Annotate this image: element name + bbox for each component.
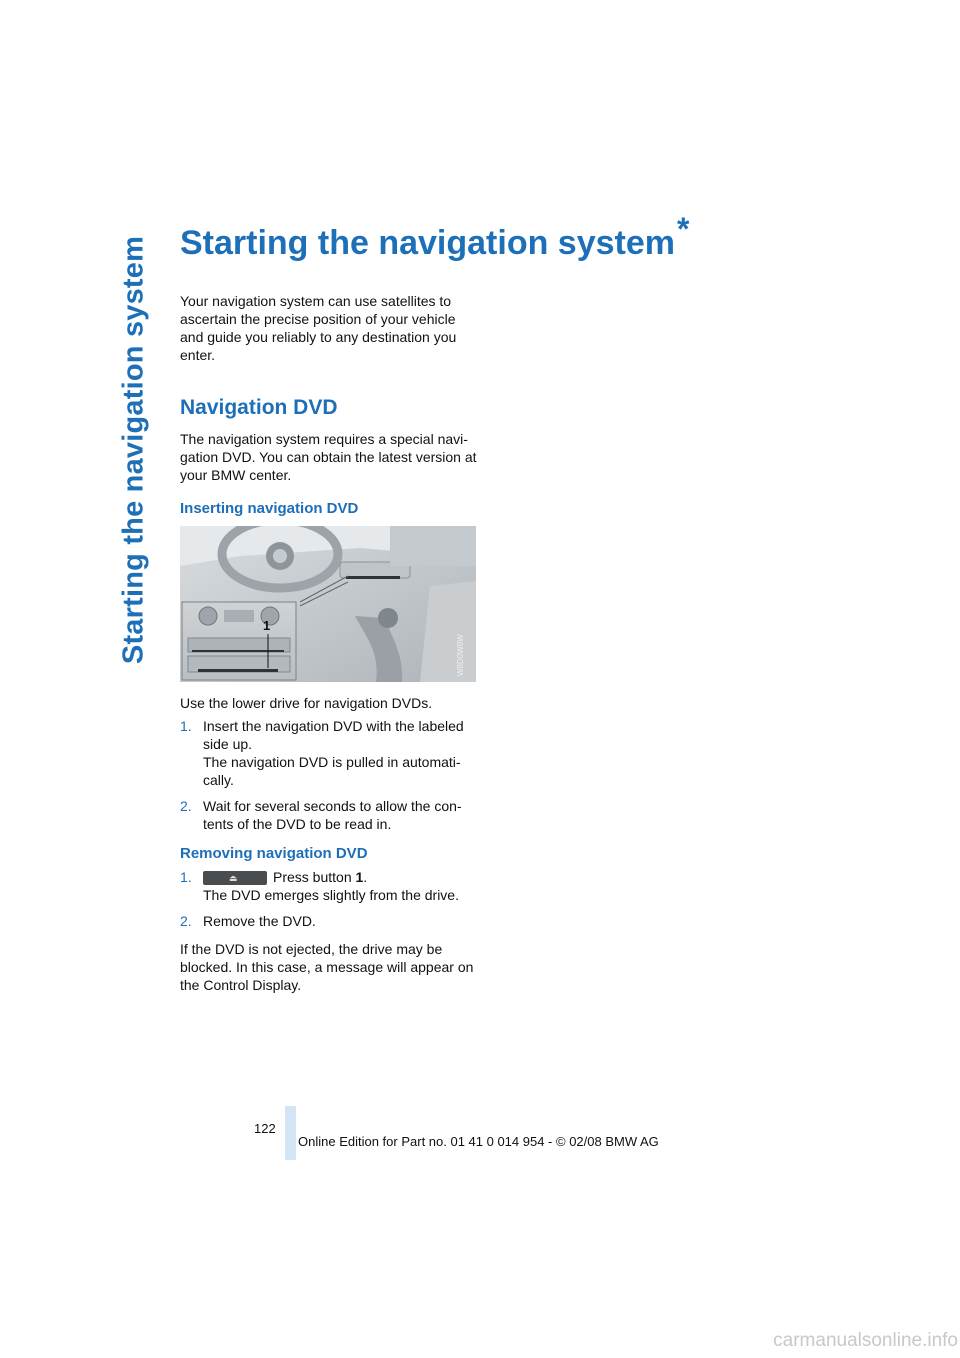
step-line: tents of the DVD to be read in. [203, 816, 392, 832]
step-line: Remove the DVD. [203, 913, 316, 929]
eject-symbol: ⏏ [229, 873, 238, 883]
ejection-note-paragraph: If the DVD is not ejected, the drive may be blocked. In this case, a message will appear on the Control Display. [180, 941, 474, 993]
step-line: Insert the navigation DVD with the labeled [203, 718, 464, 734]
site-watermark: carmanualsonline.info [773, 1330, 958, 1351]
button-reference: 1 [355, 869, 364, 885]
step-line: Wait for several seconds to allow the con- [203, 798, 462, 814]
remove-steps-list [180, 868, 480, 930]
lower-drive-paragraph: Use the lower drive for navigation DVDs. [180, 695, 433, 711]
side-chapter-title [114, 230, 154, 670]
section-heading-navigation-dvd: Navigation DVD [180, 396, 338, 419]
step-line: cally. [203, 772, 234, 788]
sentence-end: . [363, 869, 368, 885]
page-number: 122 [254, 1121, 276, 1136]
remove-step-1 [180, 868, 480, 904]
insert-step-1 [180, 717, 480, 789]
dashboard-photo [180, 526, 476, 682]
side-chapter-title-text: Starting the navigation system [117, 235, 150, 665]
step-number: 1. [180, 718, 192, 734]
press-button-text: Press button [273, 869, 356, 885]
intro-paragraph: Your navigation system can use satellites to ascertain the precise position of your vehicle and guide you reliably to any destination you enter. [180, 293, 457, 363]
footer-edition-note: Online Edition for Part no. 01 41 0 014 954 - © 02/08 BMW AG [298, 1134, 659, 1149]
subheading-removing-dvd: Removing navigation DVD [180, 845, 368, 862]
remove-step-2 [180, 912, 480, 930]
step-number: 2. [180, 913, 192, 929]
eject-button-icon [203, 871, 267, 885]
step-number: 2. [180, 798, 192, 814]
dashboard-illustration [180, 526, 476, 682]
step-number: 1. [180, 869, 192, 885]
footer-accent-bar [285, 1106, 296, 1160]
page-title [180, 211, 690, 263]
navigation-dvd-paragraph: The navigation system requires a special navi-gation DVD. You can obtain the latest version at your BMW center. [180, 431, 477, 483]
insert-step-2 [180, 797, 480, 833]
figure-code: W8D0W8W [456, 634, 465, 676]
step-line: side up. [203, 736, 253, 752]
optional-equipment-mark: * [677, 211, 690, 247]
subheading-inserting-dvd: Inserting navigation DVD [180, 500, 359, 517]
insert-steps-list [180, 717, 480, 833]
page-title-text: Starting the navigation system [180, 224, 675, 262]
step-line: The DVD emerges slightly from the drive. [203, 887, 459, 903]
figure-callout-1: 1 [263, 618, 271, 633]
step-line: The navigation DVD is pulled in automati- [203, 754, 461, 770]
